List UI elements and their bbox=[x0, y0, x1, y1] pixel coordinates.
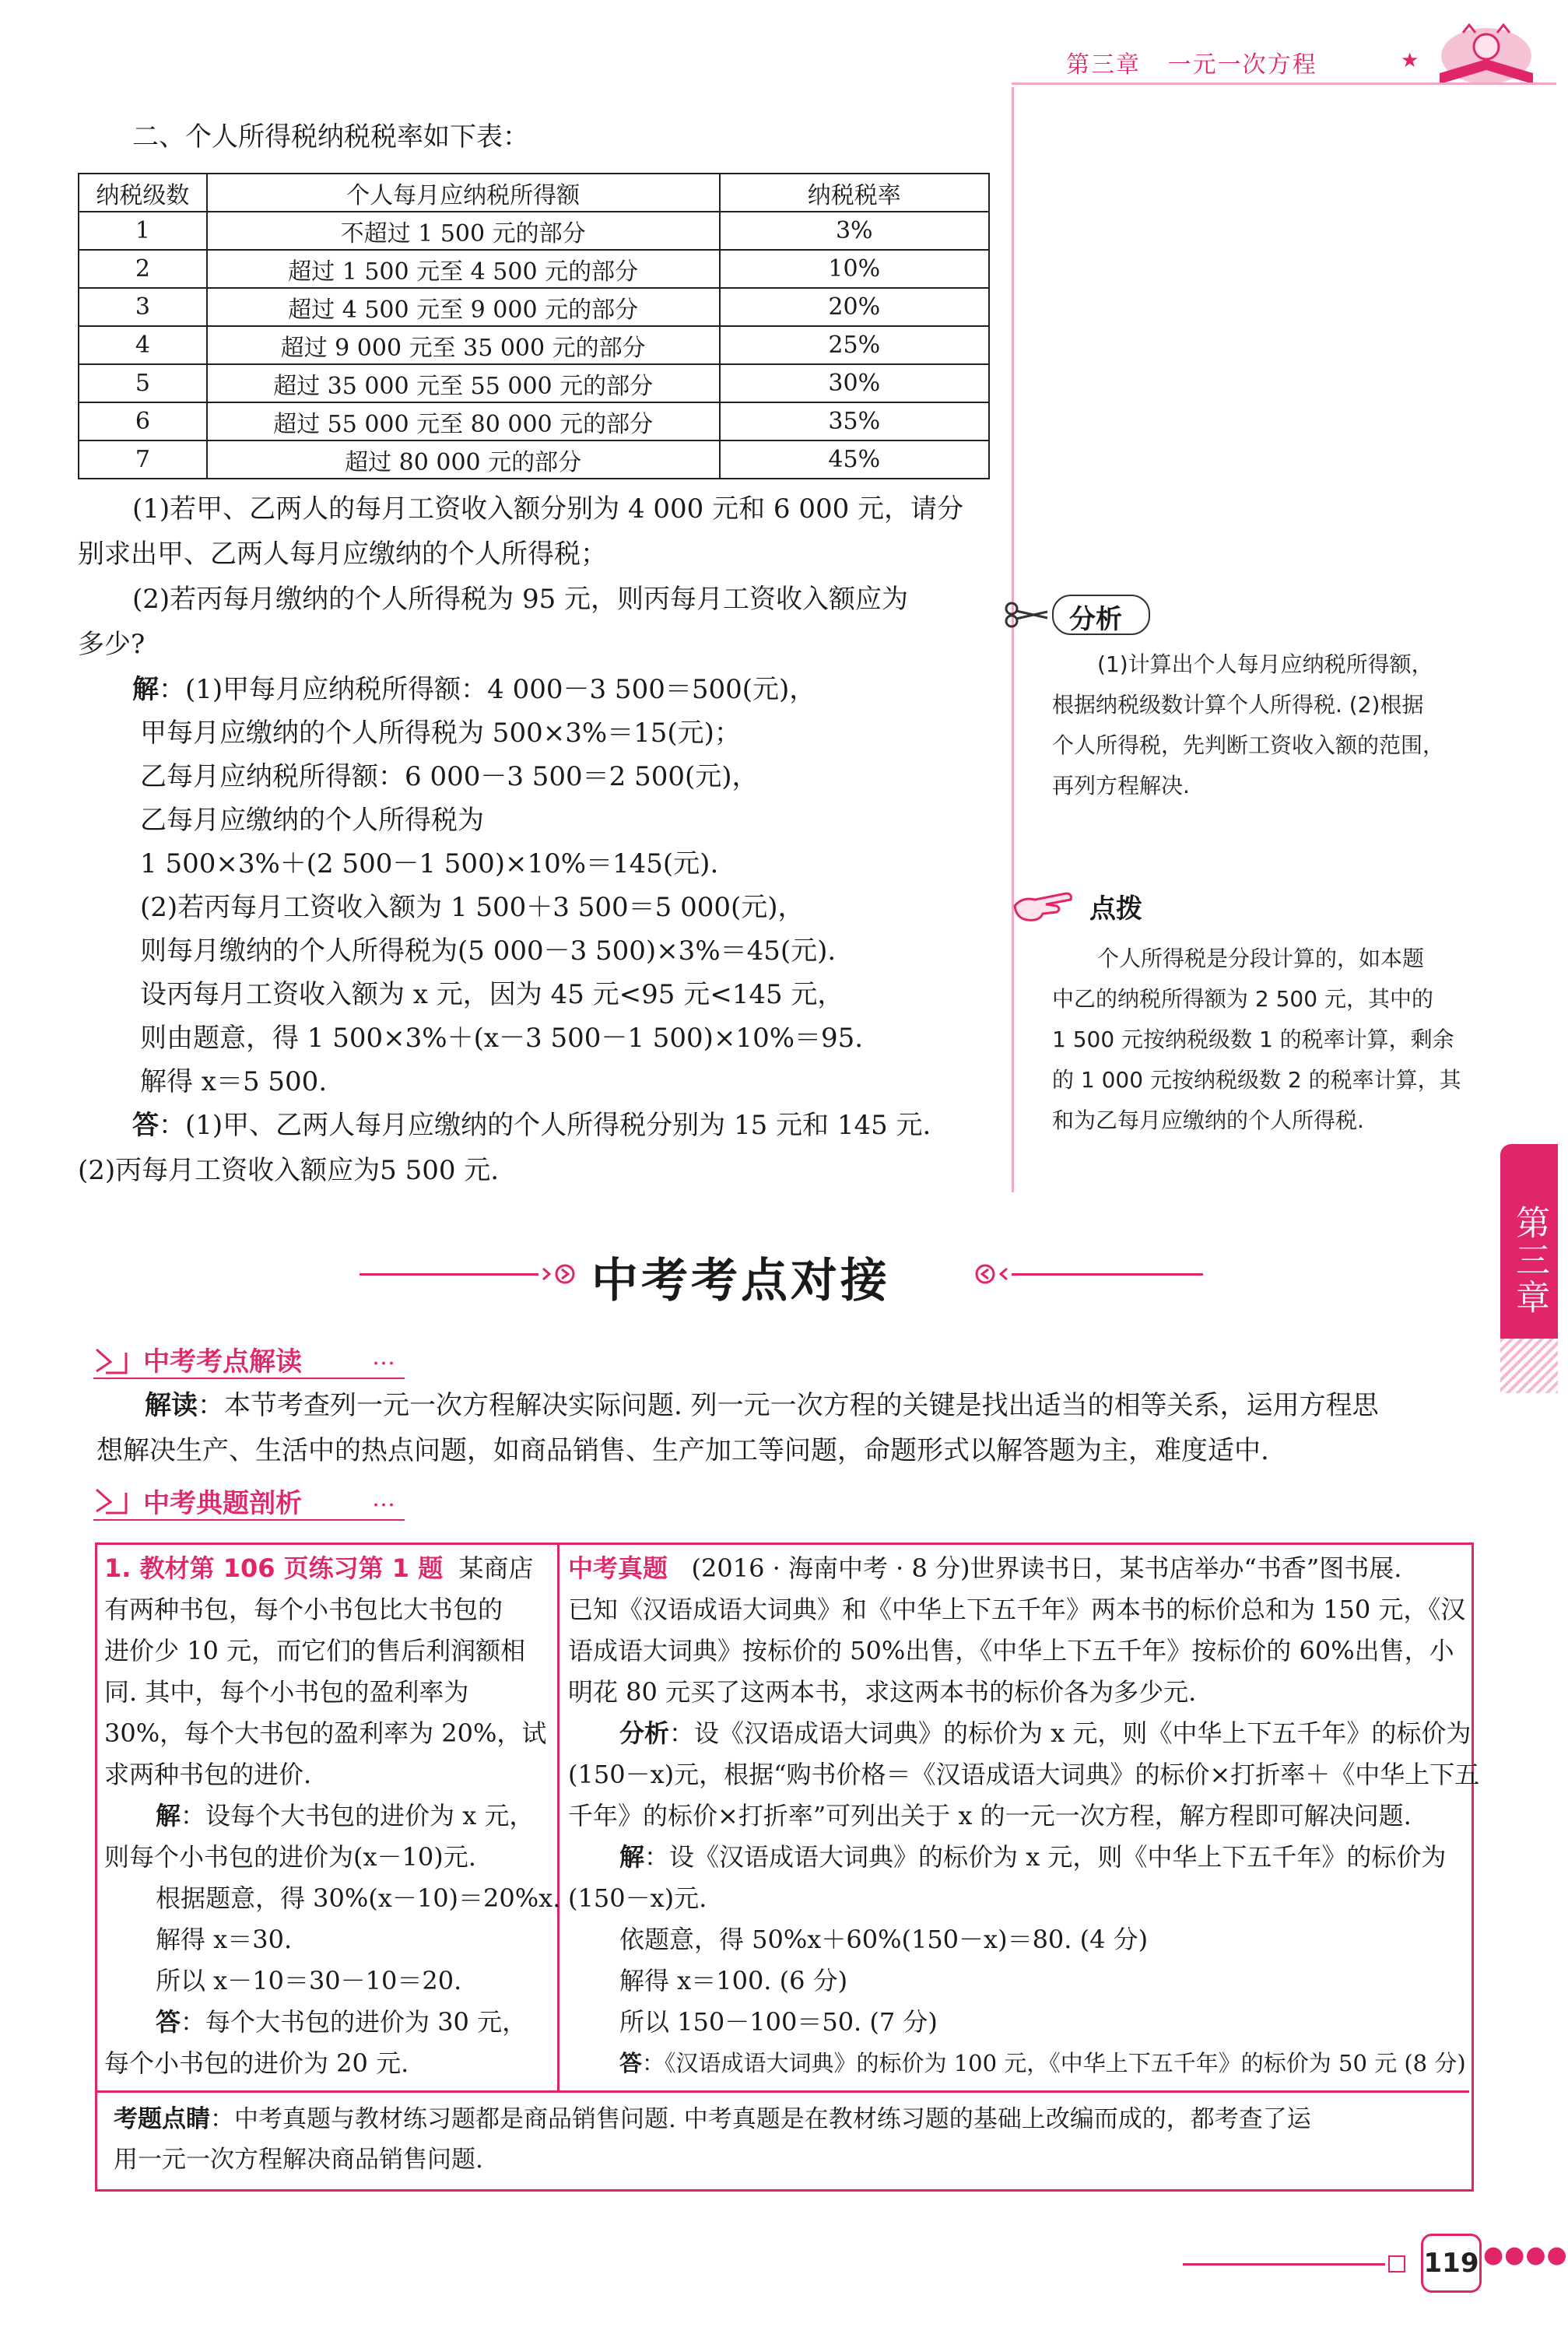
left-problem-line: 有两种书包，每个小书包比大书包的 bbox=[104, 1595, 503, 1624]
right-solution-line: 解得 x＝100. (6 分) bbox=[619, 1966, 848, 1995]
chapter-tab: 第三章 bbox=[1500, 1144, 1558, 1378]
left-problem-line-1: 1. 教材第 106 页练习第 1 题 某商店 bbox=[104, 1553, 534, 1583]
answer-label: 答 bbox=[132, 1110, 159, 1141]
reading-underline bbox=[93, 1378, 405, 1379]
cell-level: 4 bbox=[79, 326, 207, 364]
header-chapter: 第三章 bbox=[1066, 51, 1141, 79]
left-source: 1. 教材第 106 页练习第 1 题 bbox=[104, 1553, 444, 1583]
solution-line: 则每月缴纳的个人所得税为(5 000－3 500)×3%＝45(元). bbox=[140, 935, 837, 967]
analysis-line: (1)计算出个人每月应纳税所得额， bbox=[1097, 651, 1433, 677]
left-solution-label: 解 bbox=[156, 1801, 181, 1830]
cell-rate: 25% bbox=[720, 326, 989, 364]
left-problem-line: 30%，每个大书包的盈利率为 20%，试 bbox=[104, 1718, 547, 1748]
col-header-level: 纳税级数 bbox=[79, 174, 207, 212]
tip-line: 中乙的纳税所得额为 2 500 元，其中的 bbox=[1052, 986, 1433, 1012]
cell-rate: 3% bbox=[720, 212, 989, 250]
left-problem-line: 求两种书包的进价. bbox=[104, 1760, 312, 1789]
section-title: 中考考点对接 bbox=[591, 1254, 890, 1308]
cell-level: 2 bbox=[79, 250, 207, 288]
header-title: 一元一次方程 bbox=[1167, 51, 1317, 79]
arrow-right-icon bbox=[540, 1262, 579, 1286]
cell-income: 超过 35 000 元至 55 000 元的部分 bbox=[207, 364, 720, 402]
comment-line-1: 考题点睛：中考真题与教材练习题都是商品销售问题. 中考真题是在教材练习题的基础上改编而成的，都考查了运 bbox=[114, 2105, 1311, 2133]
table-intro: 二、个人所得税纳税税率如下表： bbox=[132, 121, 529, 153]
table-row bbox=[79, 402, 989, 440]
solution-line: 设丙每月工资收入额为 x 元，因为 45 元<95 元<145 元， bbox=[140, 979, 844, 1010]
solution-line: 1 500×3%＋(2 500－1 500)×10%＝145(元). bbox=[140, 848, 719, 879]
right-problem-line: 已知《汉语成语大词典》和《中华上下五千年》两本书的标价总和为 150 元，《汉 bbox=[568, 1595, 1466, 1624]
svg-text:★: ★ bbox=[1401, 49, 1419, 72]
cell-level: 7 bbox=[79, 440, 207, 479]
analysis-title: 分析 bbox=[1069, 604, 1122, 635]
right-solution-line: (150－x)元. bbox=[568, 1883, 707, 1913]
analysis-line: 个人所得税，先判断工资收入额的范围， bbox=[1052, 732, 1445, 758]
header-rule bbox=[1012, 82, 1556, 85]
analysis-line: 根据纳税级数计算个人所得税. (2)根据 bbox=[1052, 692, 1424, 718]
col-header-income: 个人每月应纳税所得额 bbox=[207, 174, 720, 212]
analysis-underline bbox=[93, 1519, 405, 1521]
table-header-row bbox=[79, 174, 989, 212]
right-solution-line: 所以 150－100＝50. (7 分) bbox=[619, 2007, 938, 2037]
pointing-hand-icon bbox=[1012, 883, 1074, 926]
cell-rate: 10% bbox=[720, 250, 989, 288]
column-divider bbox=[1012, 87, 1014, 1192]
cell-level: 5 bbox=[79, 364, 207, 402]
right-problem-line: 明花 80 元买了这两本书，求这两本书的标价各为多少元. bbox=[568, 1677, 1197, 1707]
footer-square-icon bbox=[1388, 2255, 1405, 2273]
cell-level: 1 bbox=[79, 212, 207, 250]
reading-label: 解读 bbox=[145, 1390, 198, 1421]
tax-rate-table bbox=[78, 173, 990, 479]
section-marker-icon bbox=[93, 1485, 129, 1516]
solution-line: 甲每月应缴纳的个人所得税为 500×3%＝15(元)； bbox=[140, 718, 741, 749]
left-solution-line-1: 解：设每个大书包的进价为 x 元， bbox=[156, 1801, 535, 1830]
tip-line: 1 500 元按纳税级数 1 的税率计算，剩余 bbox=[1052, 1027, 1454, 1052]
book-mascot-icon bbox=[1370, 19, 1556, 89]
analysis-head-dots: … bbox=[372, 1485, 397, 1512]
table-row bbox=[79, 440, 989, 479]
cell-rate: 20% bbox=[720, 288, 989, 326]
question-line: 多少? bbox=[78, 629, 146, 660]
left-problem-line: 同. 其中，每个小书包的盈利率为 bbox=[104, 1677, 469, 1707]
comment-line: 用一元一次方程解决商品销售问题. bbox=[114, 2146, 483, 2174]
table-row bbox=[79, 250, 989, 288]
reading-line: 想解决生产、生活中的热点问题，如商品销售、生产加工等问题，命题形式以解答题为主，难度适中. bbox=[96, 1435, 1269, 1466]
running-header bbox=[1066, 45, 1317, 79]
right-solution-line-1: 解：设《汉语成语大词典》的标价为 x 元，则《中华上下五千年》的标价为 bbox=[619, 1842, 1447, 1872]
answer-line-1: 答：(1)甲、乙两人每月应缴纳的个人所得税分别为 15 元和 145 元. bbox=[132, 1110, 931, 1141]
cell-level: 6 bbox=[79, 402, 207, 440]
question-line: (2)若丙每月缴纳的个人所得税为 95 元，则丙每月工资收入额应为 bbox=[132, 584, 909, 615]
solution-line: 则由题意，得 1 500×3%＋(x－3 500－1 500)×10%＝95. bbox=[140, 1023, 864, 1054]
right-problem-line-1: 中考真题 (2016 · 海南中考 · 8 分)世界读书日，某书店举办“书香”图书展. bbox=[568, 1553, 1402, 1583]
cell-income: 超过 1 500 元至 4 500 元的部分 bbox=[207, 250, 720, 288]
section-rule-left bbox=[360, 1273, 538, 1276]
cell-income: 超过 55 000 元至 80 000 元的部分 bbox=[207, 402, 720, 440]
right-analysis-line-1: 分析：设《汉语成语大词典》的标价为 x 元，则《中华上下五千年》的标价为 bbox=[619, 1718, 1472, 1748]
solution-label: 解 bbox=[132, 674, 159, 705]
cell-rate: 30% bbox=[720, 364, 989, 402]
right-solution-line: 依题意，得 50%x＋60%(150－x)＝80. (4 分) bbox=[619, 1925, 1149, 1954]
solution-line-1: 解：(1)甲每月应纳税所得额：4 000－3 500＝500(元)， bbox=[132, 674, 816, 705]
solution-line: (2)若丙每月工资收入额为 1 500＋3 500＝5 000(元)， bbox=[140, 892, 805, 923]
comment-label: 考题点睛 bbox=[114, 2105, 210, 2133]
footer-dots: ●●●● bbox=[1483, 2241, 1568, 2269]
analysis-head: 中考典题剖析 bbox=[143, 1488, 302, 1519]
left-answer-line-1: 答：每个大书包的进价为 30 元， bbox=[156, 2007, 528, 2037]
left-problem-line: 进价少 10 元，而它们的售后利润额相 bbox=[104, 1636, 526, 1665]
cell-rate: 35% bbox=[720, 402, 989, 440]
cell-income: 超过 9 000 元至 35 000 元的部分 bbox=[207, 326, 720, 364]
right-analysis-line: 千年》的标价×打折率”可列出关于 x 的一元一次方程，解方程即可解决问题. bbox=[568, 1801, 1412, 1830]
left-answer-line: 每个小书包的进价为 20 元. bbox=[104, 2048, 409, 2078]
right-problem-line: 语成语大词典》按标价的 50%出售，《中华上下五千年》按标价的 60%出售，小 bbox=[568, 1636, 1454, 1665]
reading-line-1: 解读：本节考查列一元一次方程解决实际问题. 列一元一次方程的关键是找出适当的相等关系，运用方程思 bbox=[145, 1390, 1379, 1421]
right-answer-line: 答：《汉语成语大词典》的标价为 100 元，《中华上下五千年》的标价为 50 元 (8 分) bbox=[619, 2050, 1466, 2076]
cell-income: 不超过 1 500 元的部分 bbox=[207, 212, 720, 250]
section-marker-icon bbox=[93, 1345, 129, 1376]
cell-income: 超过 80 000 元的部分 bbox=[207, 440, 720, 479]
right-analysis-line: (150－x)元，根据“购书价格＝《汉语成语大词典》的标价×打折率＋《中华上下五 bbox=[568, 1760, 1480, 1789]
scissors-icon bbox=[1004, 599, 1051, 630]
left-solution-line: 则每个小书包的进价为(x－10)元. bbox=[104, 1842, 476, 1872]
right-solution-label: 解 bbox=[619, 1842, 645, 1872]
cell-level: 3 bbox=[79, 288, 207, 326]
tip-line: 个人所得税是分段计算的，如本题 bbox=[1097, 946, 1425, 971]
left-solution-line: 所以 x－10＝30－10＝20. bbox=[156, 1966, 462, 1995]
col-header-rate: 纳税税率 bbox=[720, 174, 989, 212]
solution-line: 乙每月应纳税所得额：6 000－3 500＝2 500(元)， bbox=[140, 761, 759, 792]
tip-line: 和为乙每月应缴纳的个人所得税. bbox=[1052, 1107, 1364, 1133]
tip-title: 点拨 bbox=[1089, 893, 1142, 925]
footer-rule bbox=[1183, 2263, 1385, 2266]
question-line: 别求出甲、乙两人每月应缴纳的个人所得税； bbox=[78, 539, 607, 570]
arrow-left-icon bbox=[971, 1262, 1010, 1286]
cell-income: 超过 4 500 元至 9 000 元的部分 bbox=[207, 288, 720, 326]
left-solution-line: 解得 x＝30. bbox=[156, 1925, 293, 1954]
left-solution-line: 根据题意，得 30%(x－10)＝20%x. bbox=[156, 1883, 561, 1913]
table-row bbox=[79, 364, 989, 402]
analysis-line: 再列方程解决. bbox=[1052, 773, 1190, 798]
page-number: 119 bbox=[1421, 2234, 1482, 2293]
answer-line: (2)丙每月工资收入额应为5 500 元. bbox=[78, 1155, 500, 1186]
solution-line: 乙每月应缴纳的个人所得税为 bbox=[140, 805, 484, 836]
right-analysis-label: 分析 bbox=[619, 1718, 670, 1748]
question-line: (1)若甲、乙两人的每月工资收入额分别为 4 000 元和 6 000 元，请分 bbox=[132, 493, 964, 525]
cell-rate: 45% bbox=[720, 440, 989, 479]
right-source: 中考真题 bbox=[568, 1553, 668, 1583]
table-row bbox=[79, 326, 989, 364]
reading-head-dots: … bbox=[372, 1343, 397, 1371]
tip-line: 的 1 000 元按纳税级数 2 的税率计算，其 bbox=[1052, 1067, 1461, 1093]
table-row bbox=[79, 288, 989, 326]
box-footer-rule bbox=[95, 2090, 1469, 2093]
box-divider bbox=[557, 1543, 559, 2090]
table-row bbox=[79, 212, 989, 250]
section-rule-right bbox=[1012, 1273, 1203, 1276]
left-answer-label: 答 bbox=[156, 2007, 181, 2037]
right-answer-label: 答 bbox=[619, 2050, 643, 2076]
solution-line: 解得 x＝5 500. bbox=[140, 1066, 328, 1097]
reading-head: 中考考点解读 bbox=[143, 1346, 302, 1378]
chapter-tab-stripes bbox=[1500, 1339, 1558, 1393]
